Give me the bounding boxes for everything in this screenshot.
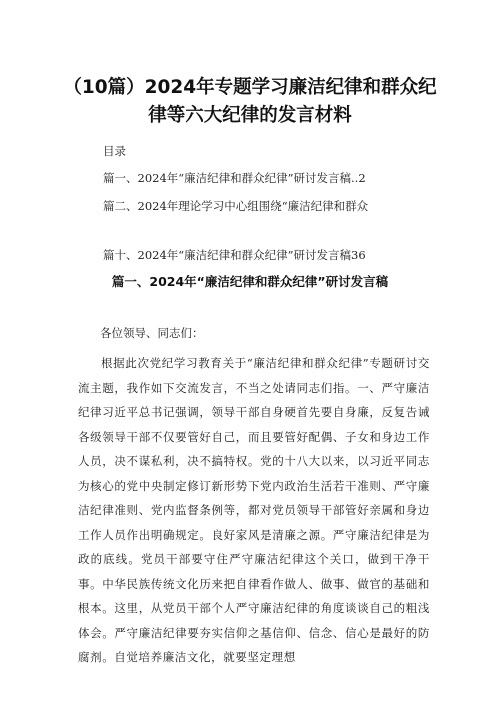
- section-title: 篇一、2024年“廉洁纪律和群众纪律”研讨发言稿: [111, 274, 389, 289]
- toc-entry-2: 篇二、2024年理论学习中心组围绕“廉洁纪律和群众: [103, 199, 369, 213]
- body-paragraph: 根据此次党纪学习教育关于“廉洁纪律和群众纪律”专题研讨交流主题，我作如下交流发言，不当之处请同志们指。一、严守廉洁纪律习近平总书记强调，领导干部自身硬首先要自身廉，反复告诫各级领导干部不仅要管好自己，而且要管好配偶、子女和身边工作人员，决不谋私利，决不搞特权。党的十八大以来，以习近平同志为核心的党中央制定修订新形势下党内政治生活若干准则、严守廉洁纪律准则、党内监督条例等，都对党员领导干部管好亲属和身边工作人员作出明确规定。良好家风是清廉之源。严守廉洁纪律是为政的底线。党员干部要守住严守廉洁纪律这个关口，做到干净干事。中华民族传统文化历来把自律看作做人、做事、做官的基础和根本。这里，从党员干部个人严守廉洁纪律的角度谈谈自己的粗浅体会。严守廉洁纪律要夯实信仰之基信仰、信念、信心是最好的防腐剂。自觉培养廉洁文化，就要坚定理想: [78, 356, 430, 664]
- toc-heading: 目录: [103, 144, 126, 158]
- greeting-line: 各位领导、同志们：: [100, 326, 204, 340]
- toc-entry-1: 篇一、2024年“廉洁纪律和群众纪律”研讨发言稿..2: [103, 171, 366, 185]
- document-title: （10篇）2024年专题学习廉洁纪律和群众纪律等六大纪律的发言材料: [63, 77, 437, 126]
- toc-entry-10: 篇十、2024年“廉洁纪律和群众纪律”研讨发言稿36: [103, 248, 366, 262]
